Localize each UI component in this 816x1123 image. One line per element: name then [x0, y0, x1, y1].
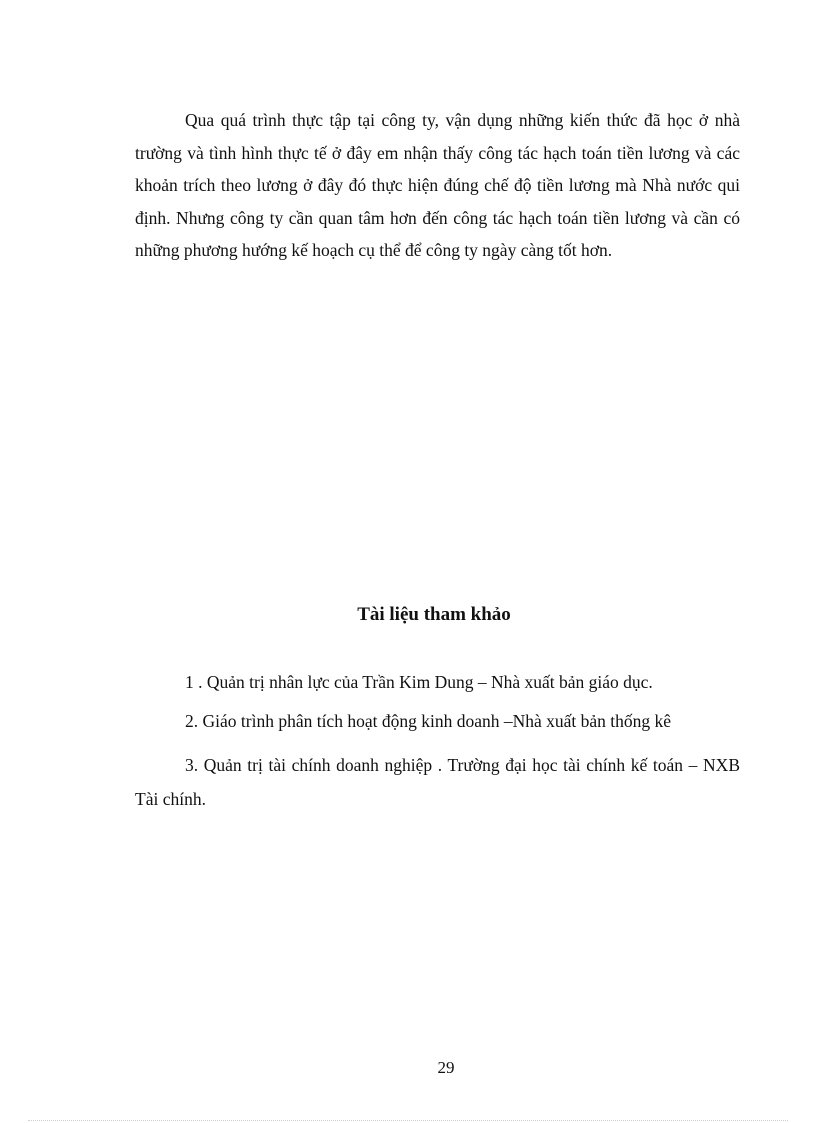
references-heading: Tài liệu tham khảo: [357, 604, 511, 625]
reference-item-1: 1 . Quản trị nhân lực của Trần Kim Dung – Nhà xuất bản giáo dục.: [185, 672, 653, 692]
conclusion-paragraph: Qua quá trình thực tập tại công ty, vận dụng những kiến thức đã học ở nhà trường và tình hình thực tế ở đây em nhận thấy công tác hạch toán tiền lương và các khoản trích theo lương ở đây đó thực hiện đúng chế độ tiền lương mà Nhà nước qui định. Nhưng công ty cần quan tâm hơn đến công tác hạch toán tiền lương và cần có những phương hướng kế hoạch cụ thể để công ty ngày càng tốt hơn.: [135, 110, 740, 261]
reference-item-2: 2. Giáo trình phân tích hoạt động kinh doanh –Nhà xuất bản thống kê: [185, 711, 672, 731]
page-number: 29: [437, 1058, 455, 1077]
page-bottom-divider: [28, 1120, 788, 1121]
reference-item-3: 3. Quản trị tài chính doanh nghiệp . Trường đại học tài chính kế toán – NXB Tài chính.: [135, 755, 740, 809]
